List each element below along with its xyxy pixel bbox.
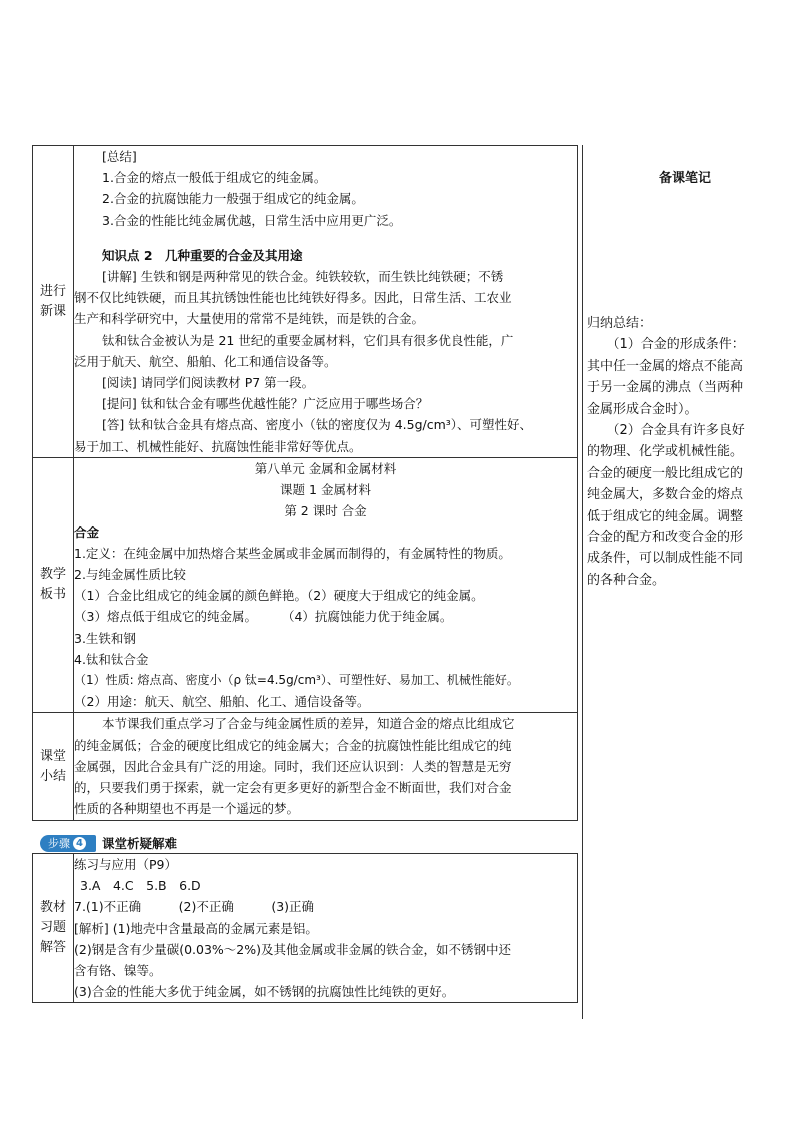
answer-line: 易于加工、机械性能好、抗腐蚀性能非常好等优点。: [74, 438, 362, 454]
summary-item: 1.合金的熔点一般低于组成它的纯金属。: [102, 170, 327, 186]
notes-line: 归纳总结：: [587, 316, 653, 331]
read-line: [阅读] 请同学们阅读教材 P7 第一段。: [102, 375, 315, 391]
label-line: 新课: [39, 303, 66, 319]
answer-line: 3.A 4.C 5.B 6.D: [80, 878, 201, 894]
board-title: 课题 1 金属材料: [280, 482, 371, 498]
knowledge-point-heading: 知识点 2 几种重要的合金及其用途: [102, 247, 303, 263]
lecture-line: 钢不仅比纯铁硬，而且其抗锈蚀性能也比纯铁好得多。因此，日常生活、工农业: [74, 290, 512, 306]
row-label-summary: [33, 713, 74, 821]
notes-line: 成条件，可以制成性能不同: [587, 551, 744, 567]
step-badge: [40, 835, 96, 852]
row-answers: [33, 854, 578, 1003]
summary-line: 性质的各种期望也不再是一个遥远的梦。: [74, 801, 300, 817]
step-section-header: [32, 835, 578, 852]
notes-line: 的各种合金。: [587, 572, 666, 588]
label-line: 解答: [39, 940, 66, 956]
notes-line: 其中任一金属的熔点不能高: [587, 358, 744, 374]
notes-line: （1）合金的形成条件：: [587, 337, 745, 353]
board-content: [74, 458, 578, 713]
titanium-line: 泛用于航天、航空、船舶、化工和通信设备等。: [74, 353, 337, 369]
notes-title: 备课笔记: [658, 171, 711, 186]
step-badge-text: 步骤: [48, 837, 70, 850]
board-line: 1.定义：在纯金属中加热熔合某些金属或非金属而制得的，有金属特性的物质。: [74, 545, 511, 561]
notes-divider: [582, 145, 583, 1019]
step-title: 课堂析疑解难: [102, 836, 178, 851]
label-line: 教学: [39, 567, 66, 583]
notes-line: 合金的配方和改变合金的形: [587, 530, 744, 546]
lecture-line: 生产和科学研究中，大量使用的常常不是纯铁，而是铁的合金。: [74, 311, 425, 327]
answer-line: 含有铬、镍等。: [74, 963, 162, 979]
board-title: 第八单元 金属和金属材料: [254, 461, 397, 476]
summary-line: 的纯金属低；合金的硬度比组成它的纯金属大；合金的抗腐蚀性能比组成它的纯: [74, 737, 512, 753]
answer-line: (3)合金的性能大多优于纯金属，如不锈钢的抗腐蚀性比纯铁的更好。: [74, 984, 455, 1000]
spacer: [74, 231, 577, 245]
step-number: 4: [73, 837, 86, 850]
answers-content: [74, 854, 578, 1003]
label-line: 习题: [39, 920, 66, 936]
board-line: （2）用途：航天、航空、船舶、化工、通信设备等。: [74, 694, 370, 710]
lecture-line: [讲解] 生铁和钢是两种常见的铁合金。纯铁较软，而生铁比纯铁硬；不锈: [102, 269, 504, 285]
board-line: （1）合金比组成它的纯金属的颜色鲜艳。（2）硬度大于组成它的纯金属。: [74, 588, 484, 604]
notes-line: 的物理、化学或机械性能。: [587, 444, 744, 460]
answer-line: 练习与应用（P9）: [74, 857, 177, 872]
board-title: 第 2 课时 合金: [284, 503, 367, 519]
board-heading: 合金: [74, 524, 100, 540]
summary-tag: [总结]: [102, 149, 137, 164]
label-line: 小结: [39, 768, 66, 784]
new-lesson-content: [74, 146, 578, 458]
notes-line: 于另一金属的沸点（当两种: [587, 380, 744, 396]
row-summary: [33, 713, 578, 821]
ask-line: [提问] 钛和钛合金有哪些优越性能？广泛应用于哪些场合？: [102, 396, 429, 412]
summary-item: 2.合金的抗腐蚀能力一般强于组成它的纯金属。: [102, 191, 364, 207]
label-line: 板书: [39, 587, 66, 603]
notes-line: 合金的硬度一般比组成它的: [587, 465, 744, 481]
notes-line: 纯金属大，多数合金的熔点: [587, 487, 744, 503]
answer-line: 7.(1)不正确 (2)不正确 (3)正确: [74, 899, 315, 915]
row-label-new-lesson: [33, 146, 74, 458]
answer-line: (2)钢是含有少量碳(0.03%～2%)及其他金属或非金属的铁合金，如不锈钢中还: [74, 941, 512, 957]
row-board: [33, 458, 578, 713]
notes-line: 低于组成它的纯金属。调整: [587, 508, 744, 524]
answer-line: [解析] (1)地壳中含量最高的金属元素是铝。: [74, 920, 318, 936]
summary-line: 的，只要我们勇于探索，就一定会有更多更好的新型合金不断面世，我们对合金: [74, 780, 512, 796]
row-label-answers: [33, 854, 74, 1003]
board-line: （3）熔点低于组成它的纯金属。 （4）抗腐蚀能力优于纯金属。: [74, 609, 453, 625]
label-line: 课堂: [39, 748, 66, 764]
notes-line: （2）合金具有许多良好: [587, 423, 745, 439]
summary-line: 本节课我们重点学习了合金与纯金属性质的差异，知道合金的熔点比组成它: [102, 716, 515, 732]
row-label-board: [33, 458, 74, 713]
class-summary-content: [74, 713, 578, 821]
notes-body: [587, 313, 787, 591]
notes-line: 金属形成合金时）。: [587, 401, 698, 417]
row-new-lesson: [33, 146, 578, 458]
label-line: 教材: [39, 900, 66, 916]
board-line: 2.与纯金属性质比较: [74, 567, 186, 583]
summary-item: 3.合金的性能比纯金属优越，日常生活中应用更广泛。: [102, 212, 402, 228]
summary-line: 金属强，因此合金具有广泛的用途。同时，我们还应认识到：人类的智慧是无穷: [74, 758, 512, 774]
exercise-answers-table: [32, 853, 578, 1003]
answer-line: [答] 钛和钛合金具有熔点高、密度小（钛的密度仅为 4.5g/cm³）、可塑性好、: [102, 417, 533, 433]
board-line: 4.钛和钛合金: [74, 651, 149, 667]
titanium-line: 钛和钛合金被认为是 21 世纪的重要金属材料，它们具有很多优良性能，广: [102, 332, 514, 348]
lesson-plan-table: [32, 145, 578, 821]
board-line: 3.生铁和钢: [74, 630, 136, 646]
board-line: （1）性质: 熔点高、密度小（ρ 钛=4.5g/cm³）、可塑性好、易加工、机械性能好。: [74, 673, 519, 688]
label-line: 进行: [39, 283, 66, 299]
